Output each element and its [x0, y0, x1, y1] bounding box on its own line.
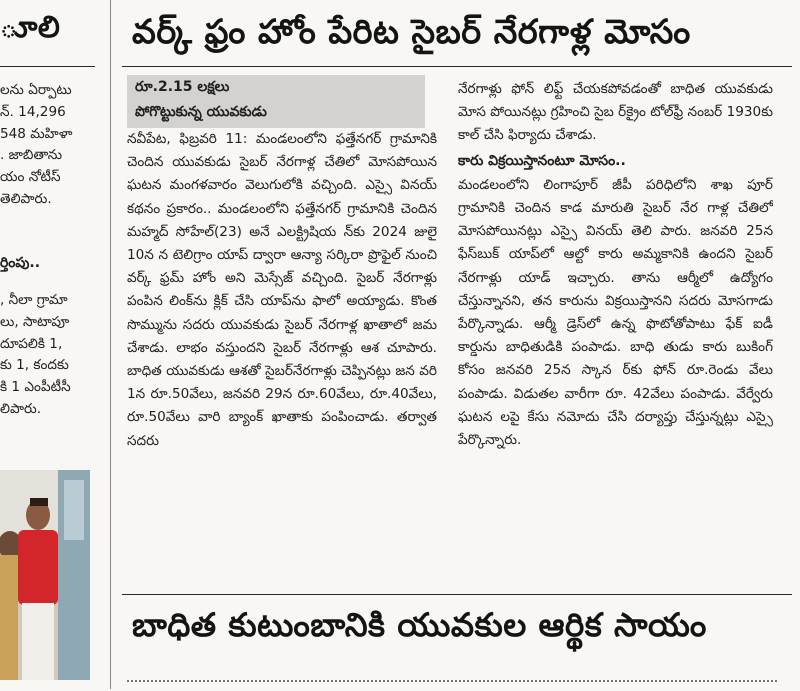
article1-subhead: కారు విక్రయిస్తానంటూ మోసం..	[458, 152, 626, 169]
article1-headline-rule	[122, 66, 792, 67]
column-divider	[110, 0, 111, 689]
left-line: కు 1, కందకు	[0, 357, 69, 374]
left-line: . జాబితాను	[0, 147, 63, 164]
article1-column-2	[458, 78, 773, 581]
left-text-block-b	[0, 290, 71, 421]
left-line: యం నోటీస్	[0, 169, 61, 186]
left-line: లిపారు.	[0, 400, 42, 417]
left-article-column	[0, 0, 95, 689]
article1-body-col2-b: మండలంలోని లింగాపూర్ జీపీ పరిధిలోని శాఖ పూర్ గ్రామానికి చెందిన కాడ మారుతి సైబర్ నేర గాళ్ల చేతిలో మోసపోయినట్లు ఎస్సై వినయ్ తెలి పారు. జనవరి 25న ఫేస్‌బుక్ యాప్‌లో ఆల్టో కారు అమ్మకానికి ఉందని సైబర్ నేరగాళ్లు యాడ్ ఇచ్చారు. తాను ఆర్మీలో ఉద్యోగం చేస్తున్నానని, తన కారును విక్రయిస్తానని సదరు మోసగాడు పేర్కొన్నాడు. ఆర్మీ డ్రెస్‌లో ఉన్న ఫొటోతోపాటు ఫేక్ ఐడీ కార్డును బాధితుడికి పంపాడు. బాధి తుడు కారు బుకింగ్ కోసం జనవరి 25న స్కాన ర్‌కు ఫోన్ రూ.రెండు వేలు పంపాడు. విడుతల వారీగా రూ. 42వేలు పంపాడు. వేర్వేరు ఘటన లపై కేసు నమోదు చేసి దర్యాప్తు చేస్తున్నట్లు ఎస్సై పేర్కొన్నారు.	[458, 176, 773, 449]
news-photo	[0, 470, 90, 680]
left-text-block-a	[0, 80, 72, 211]
article1-body-col1: నవీపేట, ఫిబ్రవరి 11: మండలంలోని ఫత్తేనగర్ గ్రామానికి చెందిన యువకుడు సైబర్ నేరగాళ్ల చేతిలో మోసపోయిన ఘటన మంగళవారం వెలుగులోకి వచ్చింది. ఎస్సై వినయ్ కథనం ప్రకారం.. మండలంలోని ఫత్తేనగర్ గ్రామానికి చెందిన మహ్మద్ సోహేల్(23) అనే ఎలక్ట్రిషియ న్‌కు 2024 జులై 10న న టెలిగ్రాం యాప్ ద్వారా ఆన్యా సర్కిరా ప్రొఫైల్ నుంచి వర్క్ ఫ్రమ్ హోం అని మెస్సేజ్ వచ్చింది. సైబర్ నేరగాళ్లు పంపిన లింక్‌ను క్లిక్ చేసి యాప్‌ను ఫాలో అయ్యాడు. కొంత సొమ్మును సదరు యువకుడు సైబర్ నేరగాళ్ల ఖాతాలో జమ చేశాడు. లాభం వస్తుందని సైబర్ నేరగాళ్లు ఆశ చూపారు. బాధిత యువకుడు ఆశతో సైబర్‌నేరగాళ్లు చెప్పినట్లు జన వరి 1న రూ.50వేలు, జనవరి 29న రూ.60వేలు, రూ.40వేలు, రూ.50వేలు వారి బ్యాంక్ ఖాతాకు పంపించాడు. తర్వాత సదరు	[127, 131, 437, 449]
article1-kicker	[127, 75, 425, 128]
article1-body-col2-a: నేరగాళ్లు ఫోన్ లిఫ్ట్ చేయకపోవడంతో బాధిత యువకుడు మోస పోయినట్లు గ్రహించి సైబ ర్‌క్రైం టోల్‌ఫ్రీ నంబర్ 1930కు కాల్ చేసి ఫిర్యాదు చేశాడు.	[458, 81, 773, 144]
left-subhead: ర్తింపు..	[0, 255, 41, 271]
kicker-line-1: రూ.2.15 లక్షలు	[135, 79, 230, 95]
kicker-line-2: పోగొట్టుకున్న యువకుడు	[135, 104, 267, 120]
left-line: లను ఏర్పాటు	[0, 82, 72, 98]
left-line: దూపలికి 1,	[0, 335, 63, 352]
left-line: లు, సాటాపూ	[0, 313, 70, 330]
photo-illustration	[0, 470, 90, 680]
left-headline-rule	[0, 66, 95, 67]
article1-column-1	[127, 128, 437, 581]
article-separator	[122, 594, 792, 595]
article2-headline: బాధిత కుటుంబానికి యువకుల ఆర్థిక సాయం	[132, 606, 707, 644]
left-line: న్. 14,296	[0, 103, 66, 120]
article1-headline: వర్క్ ఫ్రం హోం పేరిట సైబర్ నేరగాళ్ల మోసం	[132, 12, 691, 51]
left-line: , నీలా గ్రామా	[0, 292, 68, 308]
left-line: కి 1 ఎంపీటీసీ	[0, 379, 71, 396]
left-headline-fragment: ూలి	[0, 10, 61, 45]
left-line: 548 మహిళా	[0, 125, 73, 142]
left-line: తెలిపారు.	[0, 190, 52, 207]
article2-body-cutoff	[127, 680, 777, 691]
